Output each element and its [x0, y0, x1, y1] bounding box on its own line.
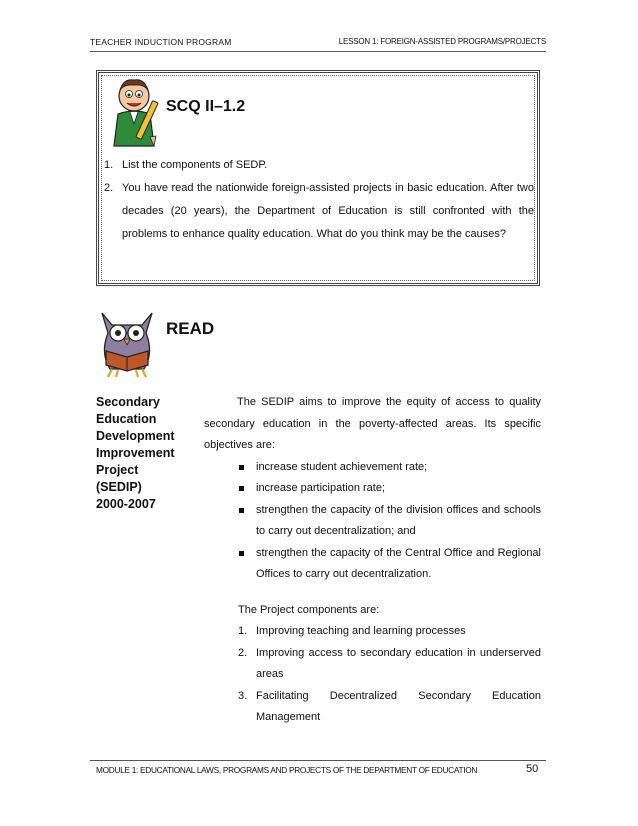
- sidebar-line: 2000-2007: [96, 497, 156, 511]
- header-program: TEACHER INDUCTION PROGRAM: [90, 37, 232, 47]
- component-text: Improving teaching and learning processes: [256, 625, 466, 637]
- components-intro: The Project components are:: [238, 603, 380, 616]
- page-number: 50: [526, 763, 539, 775]
- owl-reading-icon: [92, 303, 162, 379]
- scq-title: SCQ II–1.2: [166, 98, 246, 115]
- list-item: strengthen the capacity of the division offices and schools to carry out decentralization; and: [238, 500, 541, 543]
- intro-paragraph: The SEDIP aims to improve the equity of access to quality secondary education in the poverty-affected areas. Its specific objectives are:: [204, 396, 541, 451]
- component-number: 2.: [238, 646, 248, 659]
- read-title: READ: [166, 319, 215, 338]
- scq-question-list: [104, 154, 534, 246]
- sedip-sidebar-title: [96, 394, 196, 513]
- question-text: List the components of SEDP.: [122, 159, 268, 171]
- component-text: Facilitating Decentralized Secondary Education Management: [256, 689, 541, 723]
- components-list: [204, 621, 541, 729]
- sidebar-line: Improvement: [96, 446, 175, 460]
- list-item: strengthen the capacity of the Central Office and Regional Offices to carry out decentralization.: [238, 543, 541, 586]
- component-text: Improving access to secondary education in underserved areas: [256, 646, 541, 680]
- list-item: [104, 177, 534, 246]
- question-number: 2.: [104, 182, 114, 194]
- list-item: [238, 643, 541, 686]
- sidebar-line: Development: [96, 429, 175, 443]
- question-number: 1.: [104, 159, 114, 171]
- list-item: [238, 621, 541, 643]
- sidebar-line: Project: [96, 463, 139, 477]
- sedip-body: [204, 392, 541, 729]
- component-number: 1.: [238, 625, 248, 637]
- list-item: [238, 686, 541, 729]
- component-number: 3.: [238, 689, 248, 702]
- teacher-pencil-icon: [104, 74, 164, 150]
- objectives-list: [204, 457, 541, 586]
- footer-divider: [90, 760, 546, 761]
- footer-module-title: MODULE 1: EDUCATIONAL LAWS, PROGRAMS AND PROJECTS OF THE DEPARTMENT OF EDUCATION: [96, 765, 478, 775]
- header-lesson: LESSON 1: FOREIGN-ASSISTED PROGRAMS/PROJECTS: [338, 37, 546, 46]
- sidebar-line: Education: [96, 412, 157, 426]
- question-text: You have read the nationwide foreign-assisted projects in basic education. After two decades (20 years), the Department of Education is still confronted with the problems to enhance quality education. What do you think may be the causes?: [122, 182, 534, 240]
- list-item: increase participation rate;: [238, 478, 541, 500]
- list-item: increase student achievement rate;: [238, 457, 541, 479]
- sidebar-line: (SEDIP): [96, 480, 142, 494]
- list-item: [104, 154, 534, 177]
- page-header: [90, 37, 546, 52]
- sidebar-line: Secondary: [96, 395, 160, 409]
